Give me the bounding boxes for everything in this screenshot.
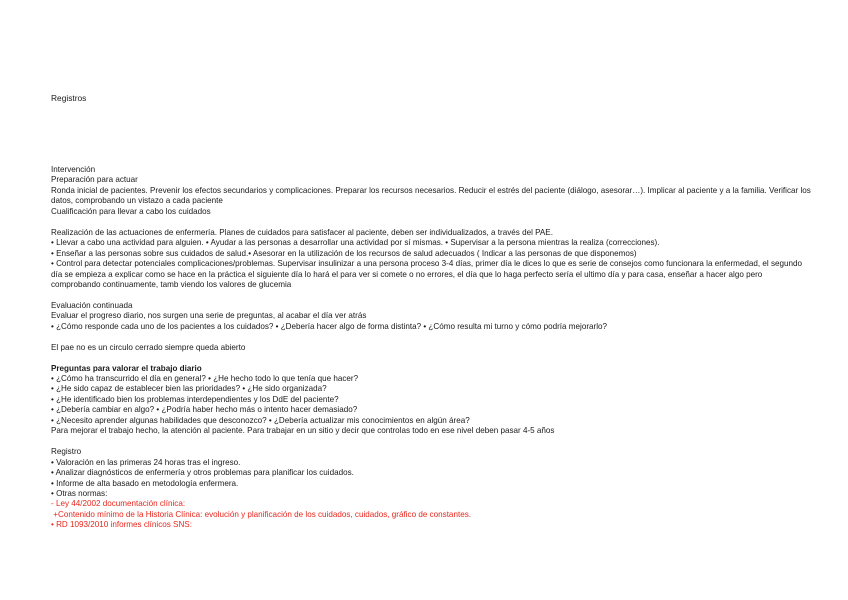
bullet-line: • ¿Cómo responde cada uno de los pacientes a los cuidados? • ¿Debería hacer algo de forma distinta? • ¿Cómo resulta mi turno y cómo podría mejorarlo? xyxy=(51,321,608,331)
bullet-line: • ¿He sido capaz de establecer bien las prioridades? • ¿He sido organizada? xyxy=(51,384,327,394)
section-heading-registro: Registro xyxy=(51,447,82,457)
bullet-line: • Control para detectar potenciales complicaciones/problemas. Supervisar insulinizar a una persona proceso 3-4 días, primer día le dices lo que es serie de consejos como funcionara la enfermedad, el segundo día se empieza a explicar como se hace en la práctica el siguiente día lo hará el para ver si comete o no errores, el día que lo haga perfecto sería el ultimo día y para casa, enseñar a hacer algo pero comprobando continuamente, tamb viendo los valores de glucemia xyxy=(51,259,803,289)
paragraph-line: Realización de las actuaciones de enfermería. Planes de cuidados para satisfacer al paciente, deben ser individualizados, a través del PAE. xyxy=(51,227,553,237)
spacer xyxy=(51,290,811,300)
spacer xyxy=(51,332,811,342)
document-body xyxy=(51,165,811,531)
paragraph-line: El pae no es un circulo cerrado siempre queda abierto xyxy=(51,342,246,352)
bullet-line: • Otras normas: xyxy=(51,488,108,498)
bullet-line: • Valoración en las primeras 24 horas tras el ingreso. xyxy=(51,457,241,467)
bullet-line: • Llevar a cabo una actividad para alguien. • Ayudar a las personas a desarrollar una actividad por sí mismas. • Supervisar a la persona mientras la realiza (correcciones). xyxy=(51,238,660,248)
section-heading-evaluacion: Evaluación continuada xyxy=(51,300,133,310)
bullet-line: • ¿Debería cambiar en algo? • ¿Podría haber hecho más o intento hacer demasiado? xyxy=(51,405,358,415)
bullet-line: • ¿Necesito aprender algunas habilidades que desconozco? • ¿Debería actualizar mis conocimientos en algún área? xyxy=(51,415,470,425)
spacer xyxy=(51,353,811,363)
bullet-line: • Analizar diagnósticos de enfermería y otros problemas para planificar los cuidados. xyxy=(51,468,354,478)
paragraph-line: Ronda inicial de pacientes. Prevenir los efectos secundarios y complicaciones. Preparar los recursos necesarios. Reducir el estrés del paciente (diálogo, asesorar…). Implicar al paciente y a la familia. Verificar los datos, comprobando un vistazo a cada paciente xyxy=(51,185,811,206)
bullet-line: • Informe de alta basado en metodología enfermera. xyxy=(51,478,239,488)
section-heading-preguntas: Preguntas para valorar el trabajo diario xyxy=(51,363,202,373)
page-title: Registros xyxy=(51,93,87,103)
spacer xyxy=(51,437,811,447)
bullet-line: • ¿Cómo ha transcurrido el día en general? • ¿He hecho todo lo que tenía que hacer? xyxy=(51,374,359,383)
paragraph-line: Preparación para actuar xyxy=(51,175,138,185)
highlighted-line: • RD 1093/2010 informes clínicos SNS: xyxy=(51,520,192,530)
paragraph-line: Evaluar el progreso diario, nos surgen una serie de preguntas, al acabar el día ver atrás xyxy=(51,311,367,321)
paragraph-line: Para mejorar el trabajo hecho, la atención al paciente. Para trabajar en un sitio y decir que controlas todo en ese nivel deben pasar 4-5 años xyxy=(51,426,555,436)
spacer xyxy=(51,217,811,227)
highlighted-line: - Ley 44/2002 documentación clínica: xyxy=(51,499,186,509)
bullet-line: • Enseñar a las personas sobre sus cuidados de salud.• Asesorar en la utilización de los recursos de salud adecuados ( Indicar a las personas de que disponemos) xyxy=(51,248,637,258)
section-heading-intervencion: Intervención xyxy=(51,165,96,174)
paragraph-line: Cualificación para llevar a cabo los cuidados xyxy=(51,206,211,216)
bullet-line: • ¿He identificado bien los problemas interdependientes y los DdE del paciente? xyxy=(51,394,339,404)
highlighted-line: +Contenido mínimo de la Historia Clínica: evolución y planificación de los cuidados, cuidados, gráfico de constantes. xyxy=(51,509,471,519)
